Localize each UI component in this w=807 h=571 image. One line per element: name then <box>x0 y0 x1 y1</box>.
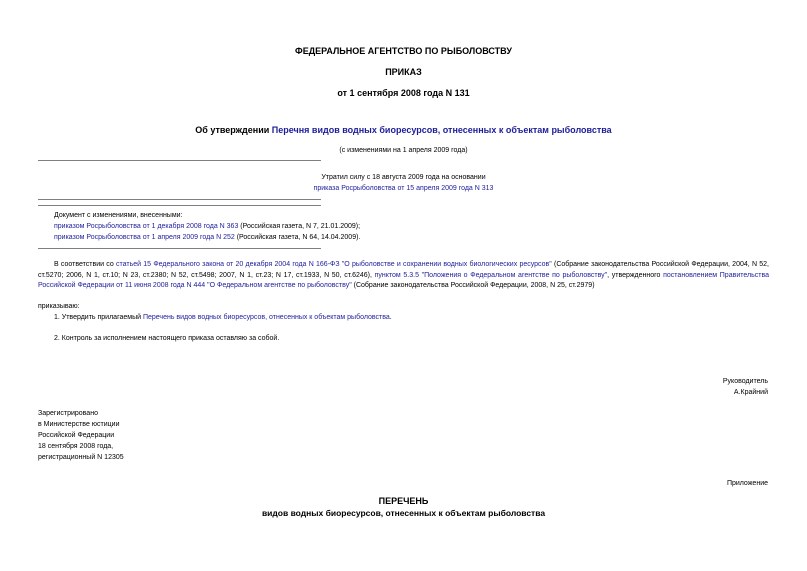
amendments-intro: Документ с изменениями, внесенными: <box>54 212 183 219</box>
government-resolution-link[interactable]: постановлением Правительства Российской Федерации от 11 июня 2008 года N 444 "О Федеральном агентстве по рыболовству" <box>38 271 769 289</box>
divider <box>38 160 321 161</box>
registration-line: в Министерстве юстиции <box>38 421 120 428</box>
title-link[interactable]: Перечня видов водных биоресурсов, отнесенных к объектам рыболовства <box>271 125 612 135</box>
law-article-link[interactable]: статьей 15 Федерального закона от 20 декабря 2004 года N 166-ФЗ "О рыболовстве и сохранении водных биологических ресурсов" <box>116 261 552 268</box>
amendment-item <box>54 232 360 243</box>
document-title <box>0 125 807 135</box>
amendment-source: (Российская газета, N 64, 14.04.2009). <box>234 234 361 241</box>
order-point-2: 2. Контроль за исполнением настоящего приказа оставляю за собой. <box>54 335 280 342</box>
amendment-source: (Российская газета, N 7, 21.01.2009); <box>238 223 361 230</box>
point-text: . <box>389 314 392 321</box>
registration-line: регистрационный N 12305 <box>38 454 124 461</box>
registration-line: 18 сентября 2008 года, <box>38 443 114 450</box>
preamble-text: , утвержденного <box>607 271 664 279</box>
agency-heading: ФЕДЕРАЛЬНОЕ АГЕНТСТВО ПО РЫБОЛОВСТВУ <box>295 46 512 56</box>
order-word: приказываю: <box>38 303 80 310</box>
divider <box>38 205 321 206</box>
changes-note: (с изменениями на 1 апреля 2009 года) <box>339 147 468 154</box>
preamble-text: (Собрание законодательства Российской Федерации, 2008, N 25, ст.2979) <box>351 282 595 289</box>
order-point-1 <box>54 312 392 323</box>
preamble-paragraph <box>38 260 769 292</box>
date-number-heading: от 1 сентября 2008 года N 131 <box>337 88 470 98</box>
signer-name: А.Крайний <box>733 389 768 396</box>
point-text: 1. Утвердить прилагаемый <box>54 314 143 321</box>
regulation-point-link[interactable]: пунктом 5.3.5 "Положения о Федеральном агентстве по рыболовству" <box>374 271 608 279</box>
amendment-link[interactable]: приказом Росрыболовства от 1 апреля 2009 года N 252 <box>54 234 235 241</box>
appendix-label: Приложение <box>726 480 768 487</box>
appendix-subtitle: видов водных биоресурсов, отнесенных к объектам рыболовства <box>261 508 546 518</box>
amendment-item <box>54 221 360 232</box>
signer-position: Руководитель <box>722 378 768 385</box>
divider <box>38 248 321 249</box>
registration-line: Российской Федерации <box>38 432 115 439</box>
registration-line: Зарегистрировано <box>38 410 98 417</box>
appendix-title: ПЕРЕЧЕНЬ <box>378 496 429 506</box>
preamble-text: (Собрание законодательства Российской Федерации, 2004, N 52, ст.5270; 2006, N 1, ст.10; N 23, ст.2380; N 52, ст.5498; 2007, N 1, ст.23; N 17, ст.1933, N 50, ст.6246), <box>38 261 769 279</box>
doc-type-heading: ПРИКАЗ <box>385 67 422 77</box>
divider <box>38 199 321 200</box>
expired-note: Утратил силу с 18 августа 2009 года на основании <box>321 174 486 181</box>
preamble-text: В соответствии со <box>54 261 116 268</box>
list-link[interactable]: Перечень видов водных биоресурсов, отнесенных к объектам рыболовства <box>142 314 390 321</box>
amendment-link[interactable]: приказом Росрыболовства от 1 декабря 2008 года N 363 <box>54 223 239 230</box>
title-prefix: Об утверждении <box>195 125 272 135</box>
expired-link[interactable]: приказа Росрыболовства от 15 апреля 2009 года N 313 <box>313 185 494 192</box>
